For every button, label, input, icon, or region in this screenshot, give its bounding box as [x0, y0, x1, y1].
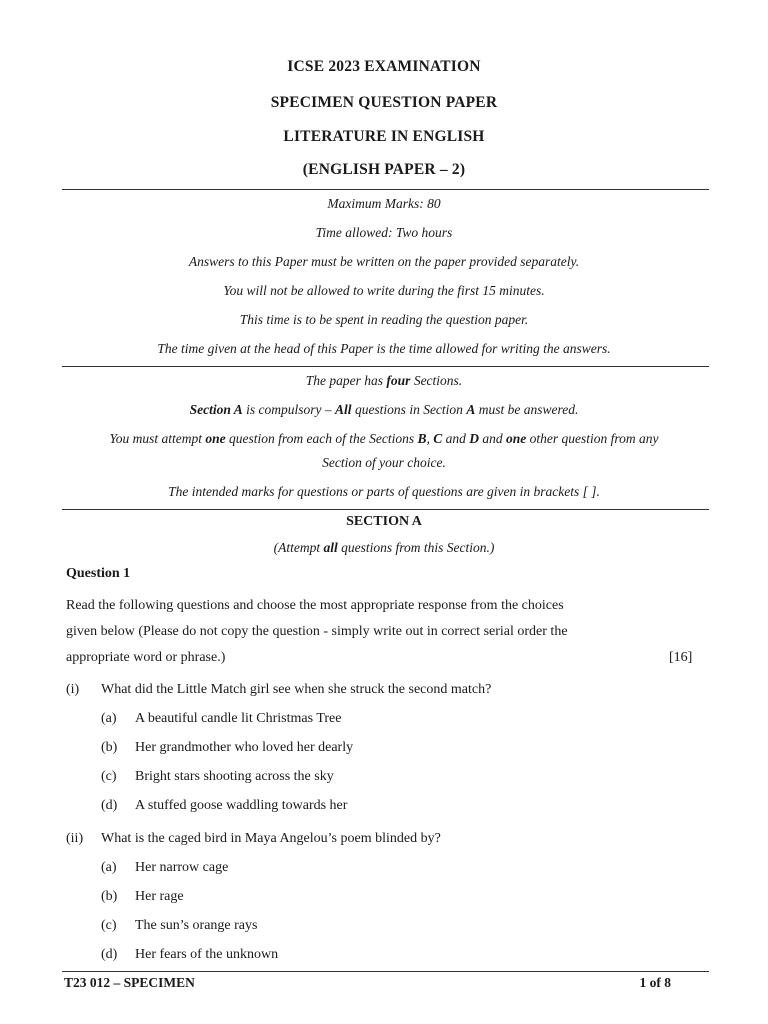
- max-marks: Maximum Marks: 80: [327, 196, 441, 211]
- part-number: (ii): [66, 831, 84, 846]
- option-text: Her narrow cage: [135, 860, 229, 875]
- option-label: (b): [101, 740, 118, 755]
- marks-note: The intended marks for questions or parts of questions are given in brackets [ ].: [168, 484, 600, 499]
- sections-count: The paper has four Sections.: [305, 373, 463, 388]
- section-a-title: SECTION A: [346, 514, 422, 529]
- option-text: The sun’s orange rays: [135, 918, 258, 933]
- option-label: (a): [101, 860, 117, 875]
- option-text: Bright stars shooting across the sky: [135, 769, 334, 784]
- option-text: A beautiful candle lit Christmas Tree: [135, 711, 342, 726]
- divider-middle: [62, 366, 709, 367]
- time-allowed: Time allowed: Two hours: [315, 225, 453, 240]
- question-intro-line2: given below (Please do not copy the question - simply write out in correct serial order the: [66, 624, 568, 639]
- subject-title: LITERATURE IN ENGLISH: [283, 128, 485, 145]
- question-heading: Question 1: [66, 566, 131, 581]
- divider-bottom: [62, 509, 709, 510]
- no-write-instruction: You will not be allowed to write during the first 15 minutes.: [223, 283, 545, 298]
- question-intro-line1: Read the following questions and choose the most appropriate response from the choices: [66, 598, 564, 613]
- exam-title: ICSE 2023 EXAMINATION: [287, 58, 481, 75]
- section-a-instruction: (Attempt all questions from this Section.): [273, 540, 495, 555]
- answers-instruction: Answers to this Paper must be written on the paper provided separately.: [188, 254, 580, 269]
- option-label: (d): [101, 947, 118, 962]
- part-question: What did the Little Match girl see when she struck the second match?: [101, 682, 492, 697]
- time-head-instruction: The time given at the head of this Paper is the time allowed for writing the answers.: [157, 341, 611, 356]
- reading-instruction: This time is to be spent in reading the question paper.: [239, 312, 529, 327]
- option-text: Her rage: [135, 889, 184, 904]
- compulsory-note: Section A is compulsory – All questions in Section A must be answered.: [189, 402, 579, 417]
- paper-number: (ENGLISH PAPER – 2): [302, 161, 466, 178]
- option-label: (c): [101, 769, 117, 784]
- option-label: (d): [101, 798, 118, 813]
- part-question: What is the caged bird in Maya Angelou’s poem blinded by?: [101, 831, 441, 846]
- part-number: (i): [66, 682, 80, 697]
- attempt-note: You must attempt one question from each of the Sections B, C and D and one other question from any: [109, 431, 659, 446]
- divider-top: [62, 189, 709, 190]
- question-marks: [16]: [669, 650, 693, 665]
- footer-rule: [62, 971, 709, 972]
- attempt-note-line2: Section of your choice.: [322, 455, 446, 470]
- paper-code: T23 012 – SPECIMEN: [64, 975, 195, 990]
- option-label: (a): [101, 711, 117, 726]
- option-text: Her grandmother who loved her dearly: [135, 740, 354, 755]
- option-text: A stuffed goose waddling towards her: [135, 798, 348, 813]
- option-label: (c): [101, 918, 117, 933]
- page-number: 1 of 8: [639, 975, 671, 990]
- option-text: Her fears of the unknown: [135, 947, 279, 962]
- option-label: (b): [101, 889, 118, 904]
- paper-type: SPECIMEN QUESTION PAPER: [270, 94, 498, 111]
- question-intro-line3: appropriate word or phrase.): [66, 650, 226, 665]
